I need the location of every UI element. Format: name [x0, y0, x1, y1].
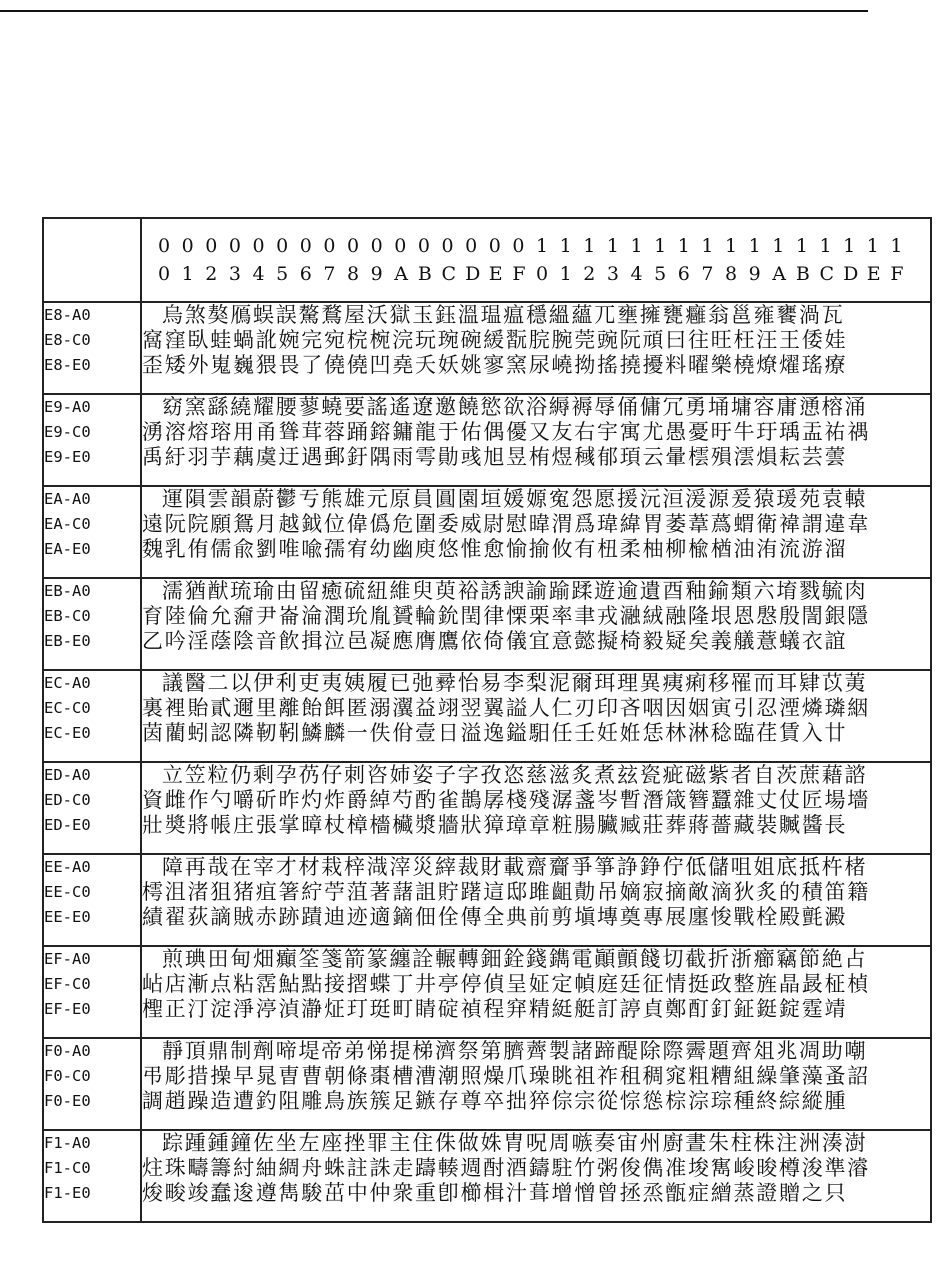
header-digit: 1: [725, 235, 738, 257]
char-row: 樗沮渚狙猪疽箸紵苧菹著藷詛貯躇這邸雎齟勣吊嫡寂摘敵滴狄炙的積笛籍: [142, 880, 870, 904]
code-chars-cell: [141, 670, 931, 762]
code-label-cell: [43, 394, 141, 486]
code-label: EB-A0: [44, 582, 91, 600]
header-digit: 1: [677, 235, 690, 257]
header-digit: 3: [228, 263, 241, 285]
code-group-row: [43, 670, 931, 762]
code-chars-cell: [141, 854, 931, 946]
code-label-cell: [43, 302, 141, 394]
header-digit: 0: [276, 235, 289, 257]
header-digit: 0: [181, 235, 194, 257]
code-chars-cell: [141, 1130, 931, 1222]
code-label: EA-C0: [44, 515, 91, 533]
char-row: 魏乳侑儒兪劉唯喩孺宥幼幽庾悠惟愈愉揄攸有杻柔柚柳楡楢油洧流游溜: [142, 537, 848, 561]
code-label-cell: [43, 1038, 141, 1130]
code-label: EF-E0: [44, 1000, 91, 1018]
header-digit: 1: [536, 235, 549, 257]
code-label: EE-C0: [44, 883, 91, 901]
code-label: EC-E0: [44, 724, 91, 742]
header-digit: 0: [394, 235, 407, 257]
header-digit: A: [772, 263, 786, 285]
header-digit: C: [441, 263, 457, 285]
code-chars-cell: [141, 1038, 931, 1130]
header-digit: A: [394, 263, 408, 285]
char-row: 濡猶猷琉瑜由留癒硫紐維臾萸裕誘諛諭踰蹂遊逾遺酉釉鍮類六堉戮毓肉: [162, 579, 868, 603]
header-row: [43, 218, 931, 302]
header-digits-top: [142, 219, 930, 260]
char-row: 歪矮外嵬巍猥畏了僥僥凹堯夭妖姚寥窯尿嶢拗搖撓擾料曜樂橈燎燿瑤療: [142, 353, 848, 377]
code-label: EF-A0: [44, 950, 91, 968]
header-digit: 0: [441, 235, 454, 257]
header-corner-cell: [43, 218, 141, 302]
code-group-row: [43, 1038, 931, 1130]
code-label-cell: [43, 486, 141, 578]
code-group-row: [43, 486, 931, 578]
header-digit: 1: [654, 235, 667, 257]
char-row: 煎琠田甸畑癲筌箋箭篆纏詮輾轉鈿銓錢鐫電顚顫餞切截折浙癤竊節絶占: [162, 947, 868, 971]
header-digit: 7: [323, 263, 336, 285]
header-digit: 0: [205, 235, 218, 257]
char-row: 焌畯竣蠢逡遵雋駿茁中仲衆重卽櫛楫汁葺增憎曾拯烝甑症繒蒸證贈之只: [142, 1181, 848, 1205]
header-digit: 1: [772, 235, 785, 257]
code-label: EC-A0: [44, 674, 91, 692]
header-digit: 0: [512, 235, 525, 257]
char-row: 壯奬將帳庄張掌暲杖樟檣欌漿牆狀獐璋章粧腸臟臧莊葬蔣薔藏裝贓醬長: [142, 813, 848, 837]
code-label: EC-C0: [44, 699, 91, 717]
char-row: 績翟荻謫賊赤跡蹟迪迹適鏑佃佺傳全典前剪塡塼奠專展廛悛戰栓殿氈澱: [142, 905, 848, 929]
header-digit: 0: [370, 235, 383, 257]
code-label: EE-E0: [44, 908, 91, 926]
header-digits-cell: [141, 218, 931, 302]
char-row: 裏裡貽貳邇里離飴餌匿溺瀷益翊翌翼謚人仁刃印吝咽因姻寅引忍湮燐璘絪: [142, 696, 870, 720]
code-group-row: [43, 302, 931, 394]
header-digit: 5: [654, 263, 667, 285]
code-chars-cell: [141, 302, 931, 394]
char-row: 障再哉在宰才材栽梓渽滓災縡裁財載齋齎爭箏諍錚佇低儲咀姐底抵杵楮: [162, 855, 868, 879]
header-digit: C: [819, 263, 835, 285]
header-digit: 6: [299, 263, 312, 285]
code-label: E8-E0: [44, 356, 91, 374]
char-row: 炷珠疇籌紂紬綢舟蛛註誅走躊輳週酎酒鑄駐竹粥俊儁准埈寯峻晙樽浚準濬: [142, 1156, 870, 1180]
code-label: EA-E0: [44, 540, 91, 558]
header-digit: 4: [252, 263, 265, 285]
code-chars-cell: [141, 578, 931, 670]
header-digit: F: [890, 263, 904, 285]
code-label: EB-C0: [44, 607, 91, 625]
header-digit: 8: [725, 263, 738, 285]
code-label: F1-E0: [44, 1184, 91, 1202]
code-label: EA-A0: [44, 490, 91, 508]
header-digit: 0: [417, 235, 430, 257]
code-label: EB-E0: [44, 632, 91, 650]
header-digit: 1: [583, 235, 596, 257]
char-row: 靜頂鼎制劑啼堤帝弟悌提梯濟祭第臍薺製諸蹄醍除際霽題齊俎兆凋助嘲: [162, 1039, 868, 1063]
header-digit: 2: [583, 263, 596, 285]
code-group-row: [43, 394, 931, 486]
code-chars-cell: [141, 394, 931, 486]
code-label: EE-A0: [44, 858, 91, 876]
char-row: 窩窪臥蛙蝸訛婉完宛梡椀浣玩琬碗緩翫脘腕莞豌阮頑曰往旺枉汪王倭娃: [142, 328, 848, 352]
code-label: E9-E0: [44, 448, 91, 466]
header-digit: 9: [370, 263, 383, 285]
header-digit: F: [512, 263, 526, 285]
header-digit: 1: [748, 235, 761, 257]
code-label: ED-A0: [44, 766, 91, 784]
header-digit: D: [465, 263, 481, 285]
header-digit: 1: [630, 235, 643, 257]
header-digit: 6: [677, 263, 690, 285]
char-row: 遠阮院願鴛月越鉞位偉僞危圍委威尉慰暐渭爲瑋緯胃萎葦蔿蝟衛褘謂違韋: [142, 512, 870, 536]
header-digit: 1: [181, 263, 194, 285]
header-digit: B: [795, 263, 810, 285]
header-digit: E: [866, 263, 881, 285]
header-digits-bottom: [142, 260, 930, 288]
header-digit: 1: [795, 235, 808, 257]
char-row: 茵藺蚓認隣靭靷鱗麟一佚佾壹日溢逸鎰馹任壬妊姙恁林淋稔臨荏賃入廿: [142, 721, 848, 745]
header-digit: B: [417, 263, 432, 285]
header-digit: 0: [228, 235, 241, 257]
header-digit: 0: [465, 235, 478, 257]
header-digit: 1: [559, 263, 572, 285]
char-row: 乙吟淫蔭陰音飮揖泣邑凝應膺鷹依倚儀宜意懿擬椅毅疑矣義艤薏蟻衣誼: [142, 629, 848, 653]
char-row: 議醫二以伊利吏夷姨履已弛彛怡易李梨泥爾珥理異痍痢移罹而耳肄苡荑: [162, 671, 868, 695]
code-label: E8-A0: [44, 306, 91, 324]
header-digit: 1: [819, 235, 832, 257]
code-label-cell: [43, 854, 141, 946]
code-label-cell: [43, 762, 141, 854]
code-label: F0-A0: [44, 1042, 91, 1060]
header-digit: 7: [701, 263, 714, 285]
header-digit: 0: [299, 235, 312, 257]
code-label: ED-C0: [44, 791, 91, 809]
header-digit: 1: [559, 235, 572, 257]
header-digit: 5: [276, 263, 289, 285]
header-digit: 1: [866, 235, 879, 257]
code-label: F0-C0: [44, 1067, 91, 1085]
header-digit: 0: [158, 263, 171, 285]
header-digit: 1: [606, 235, 619, 257]
code-chars-cell: [141, 946, 931, 1038]
char-row: 湧溶熔瑢用甬聳茸蓉踊鎔鏞龍于佑偶優又友右宇寓尤愚憂旴牛玗瑀盂祐禑: [142, 420, 870, 444]
header-digit: 1: [843, 235, 856, 257]
char-row: 禹紆羽芋藕虞迂遇郵釪隅雨雩勛彧旭昱栯煜稶郁頊云暈橒殞澐熉耘芸蕓: [142, 445, 848, 469]
char-row: 檉正汀淀淨渟湞瀞炡玎珽町睛碇禎程穽精綎艇訂諪貞鄭酊釘鉦鋌錠霆靖: [142, 997, 848, 1021]
code-group-row: [43, 946, 931, 1038]
code-group-row: [43, 762, 931, 854]
header-digit: 8: [347, 263, 360, 285]
header-digit: 0: [536, 263, 549, 285]
char-row: 育陸倫允奫尹崙淪潤玧胤贇輪鈗閏律慄栗率聿戎瀜絨融隆垠恩慇殷誾銀隱: [142, 604, 870, 628]
char-row: 窈窯繇繞耀腰蓼蟯要謠遙遼邀饒慾欲浴縟褥辱俑傭冗勇埇墉容庸慂榕涌: [162, 395, 868, 419]
char-row: 烏煞獒鴈蜈誤驁鶩屋沃獄玉鈺溫瑥瘟穩縕蘊兀壅擁甕癰翁邕雍饔渦瓦: [162, 303, 845, 327]
char-row: 弔彫措操早晁曺曹朝條棗槽漕潮照燥爪璪眺祖祚租稠窕粗糟組繰肇藻蚤詔: [142, 1064, 870, 1088]
char-row: 運隕雲韻蔚鬱亐熊雄元原員圓園垣媛嫄寃怨愿援沅洹湲源爰猿瑗苑袁轅: [162, 487, 868, 511]
code-label-cell: [43, 670, 141, 762]
header-digit: E: [488, 263, 503, 285]
header-digit: D: [843, 263, 859, 285]
code-chars-cell: [141, 762, 931, 854]
header-digit: 1: [701, 235, 714, 257]
char-row: 岾店漸点粘霑鮎點接摺蝶丁井亭停偵呈姃定幀庭廷征情挺政整旌晶晸柾楨: [142, 972, 870, 996]
code-label: E8-C0: [44, 331, 91, 349]
code-label: E9-A0: [44, 398, 91, 416]
code-label-cell: [43, 946, 141, 1038]
header-digit: 0: [323, 235, 336, 257]
code-label: ED-E0: [44, 816, 91, 834]
header-digit: 0: [252, 235, 265, 257]
header-digit: 3: [606, 263, 619, 285]
code-table: [42, 217, 932, 1223]
code-chars-cell: [141, 486, 931, 578]
top-rule: [0, 10, 868, 12]
code-label: E9-C0: [44, 423, 91, 441]
code-group-row: [43, 854, 931, 946]
char-row: 資雌作勺嚼斫昨灼炸爵綽芍酌雀鵲孱棧殘潺盞岑暫潛箴簪蠶雜丈仗匠場墻: [142, 788, 870, 812]
code-label: F1-A0: [44, 1134, 91, 1152]
code-label-cell: [43, 1130, 141, 1222]
header-digit: 0: [488, 235, 501, 257]
header-digit: 0: [347, 235, 360, 257]
header-digit: 2: [205, 263, 218, 285]
code-label-cell: [43, 578, 141, 670]
header-digit: 0: [158, 235, 171, 257]
char-row: 調趙躁造遭釣阻雕鳥族簇足鏃存尊卒拙猝倧宗從悰慫棕淙琮種終綜縱腫: [142, 1089, 848, 1113]
code-label: F1-C0: [44, 1159, 91, 1177]
header-digit: 4: [630, 263, 643, 285]
header-digit: 9: [748, 263, 761, 285]
char-row: 踪踵鍾鐘佐坐左座挫罪主住侏做姝胄呪周嗾奏宙州廚晝朱柱株注洲湊澍: [162, 1131, 868, 1155]
header-digit: 1: [890, 235, 903, 257]
code-group-row: [43, 578, 931, 670]
code-group-row: [43, 1130, 931, 1222]
code-label: EF-C0: [44, 975, 91, 993]
code-label: F0-E0: [44, 1092, 91, 1110]
char-row: 立笠粒仍剩孕芿仔刺咨姉姿子字孜恣慈滋炙煮玆瓷疵磁紫者自茨蔗藉諮: [162, 763, 868, 787]
